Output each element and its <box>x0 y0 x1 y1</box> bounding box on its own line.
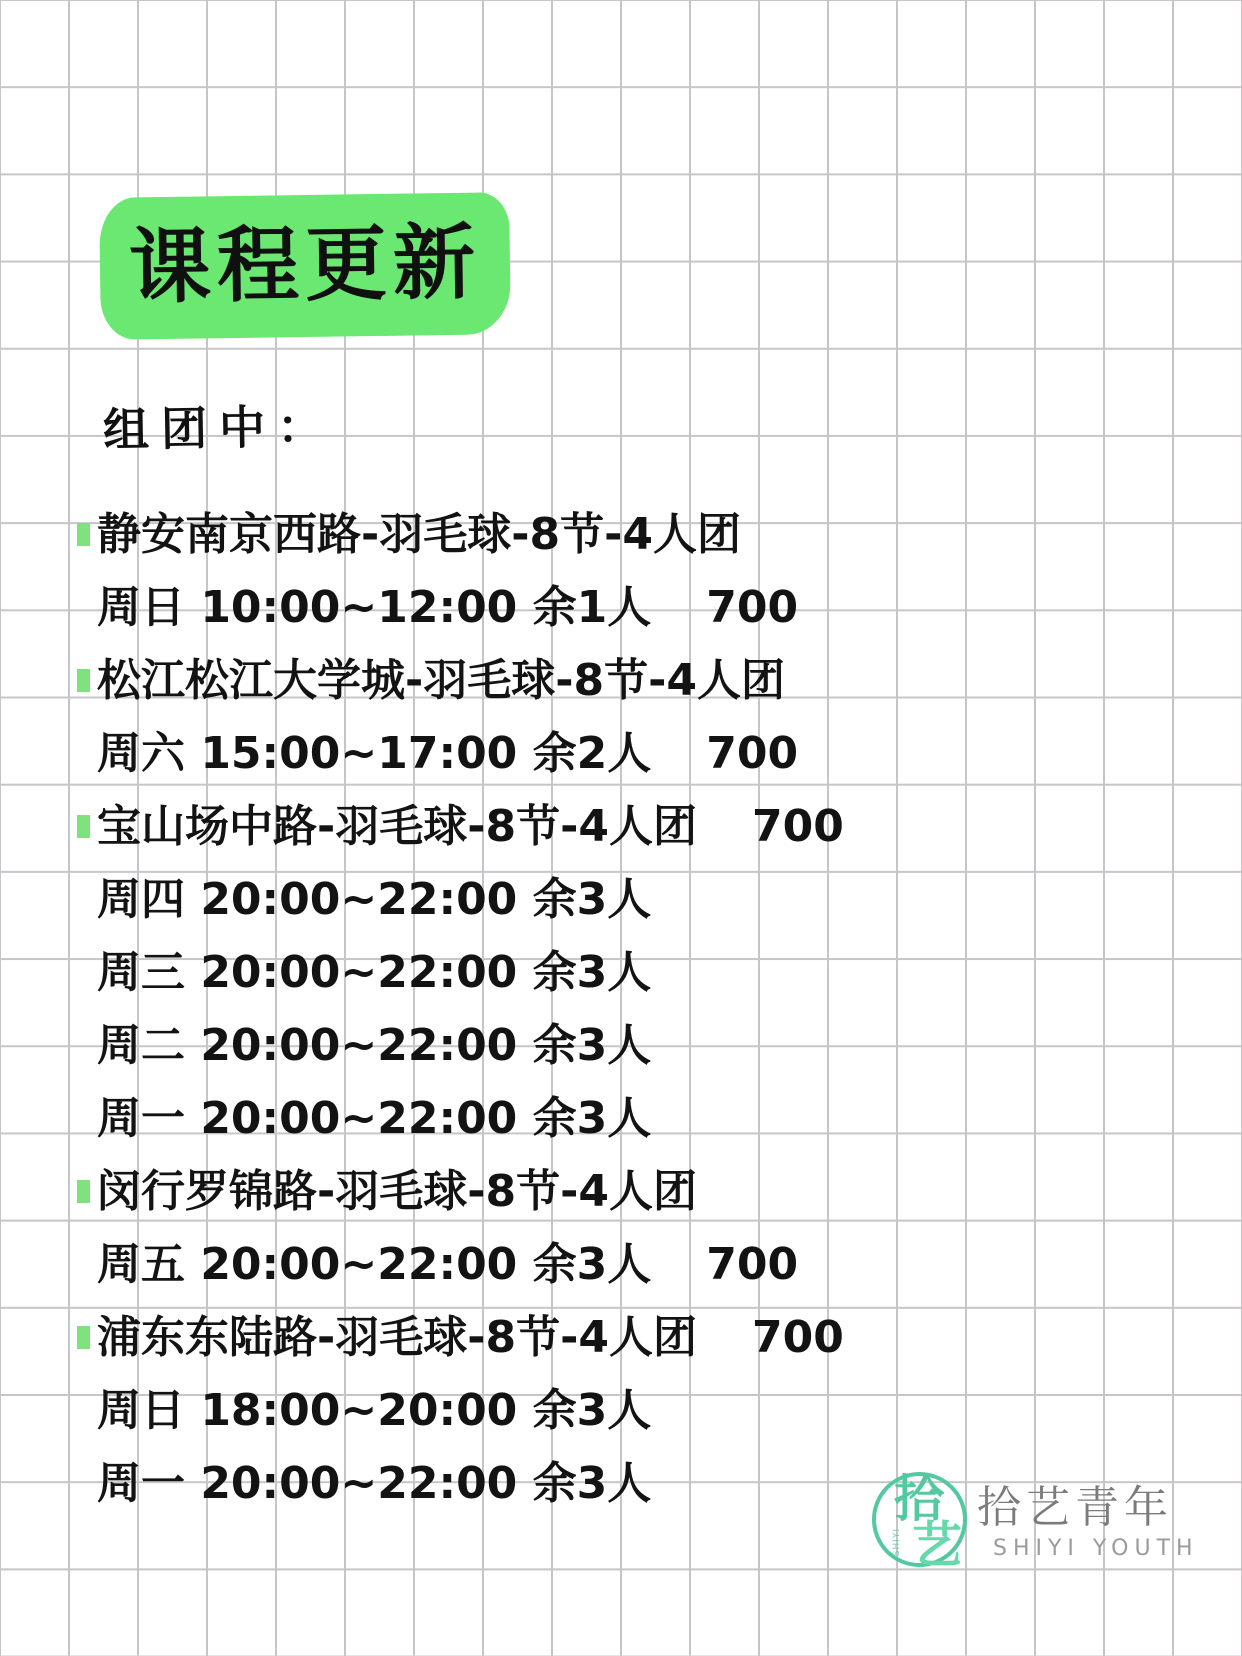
session-text: 周一 20:00~22:00 余3人 <box>97 1457 652 1509</box>
logo-glyph-bottom: 艺 <box>912 1516 962 1574</box>
session-text: 周五 20:00~22:00 余3人 <box>97 1238 652 1290</box>
course-row <box>97 644 844 717</box>
session-row <box>97 1228 844 1301</box>
session-row <box>97 1374 844 1447</box>
course-price: 700 <box>706 727 799 779</box>
session-text: 周二 20:00~22:00 余3人 <box>97 1019 652 1071</box>
session-row <box>97 1082 844 1155</box>
session-row <box>97 1447 844 1520</box>
course-price: 700 <box>706 1238 799 1290</box>
section-subtitle: 组团中： <box>102 398 336 458</box>
session-text: 周四 20:00~22:00 余3人 <box>97 873 652 925</box>
session-text: 周一 20:00~22:00 余3人 <box>97 1092 652 1144</box>
logo-glyph-top: 拾 <box>894 1470 944 1528</box>
bullet-marker <box>77 815 90 838</box>
logo-vertical-text: SHIYI <box>892 1528 902 1557</box>
course-row <box>97 498 844 571</box>
session-text: 周日 18:00~20:00 余3人 <box>97 1384 652 1436</box>
bullet-marker <box>77 523 90 546</box>
session-row <box>97 717 844 790</box>
session-text: 周六 15:00~17:00 余2人 <box>97 727 652 779</box>
session-row <box>97 863 844 936</box>
session-text: 周三 20:00~22:00 余3人 <box>97 946 652 998</box>
brand-name-en: SHIYI YOUTH <box>993 1536 1199 1561</box>
course-row <box>97 1301 844 1374</box>
page-title: 课程更新 <box>128 215 482 316</box>
course-title: 松江松江大学城-羽毛球-8节-4人团 <box>97 654 786 706</box>
brand-logo <box>872 1472 1212 1592</box>
course-price: 700 <box>752 800 844 852</box>
session-row <box>97 936 844 1009</box>
course-price: 700 <box>752 1311 844 1363</box>
course-price: 700 <box>706 581 799 633</box>
course-title: 闵行罗锦路-羽毛球-8节-4人团 <box>97 1165 698 1217</box>
title-highlight-blob <box>99 192 511 340</box>
bullet-marker <box>77 1326 90 1349</box>
bullet-marker <box>77 1180 90 1203</box>
course-list <box>97 498 844 1520</box>
course-title: 静安南京西路-羽毛球-8节-4人团 <box>97 508 742 560</box>
session-text: 周日 10:00~12:00 余1人 <box>97 581 652 633</box>
session-row <box>97 1009 844 1082</box>
course-title: 宝山场中路-羽毛球-8节-4人团 <box>97 800 698 852</box>
bullet-marker <box>77 669 90 692</box>
course-row <box>97 1155 844 1228</box>
session-row <box>97 571 844 644</box>
brand-name-cn: 拾艺青年 <box>977 1482 1173 1533</box>
course-row <box>97 790 844 863</box>
course-title: 浦东东陆路-羽毛球-8节-4人团 <box>97 1311 698 1363</box>
